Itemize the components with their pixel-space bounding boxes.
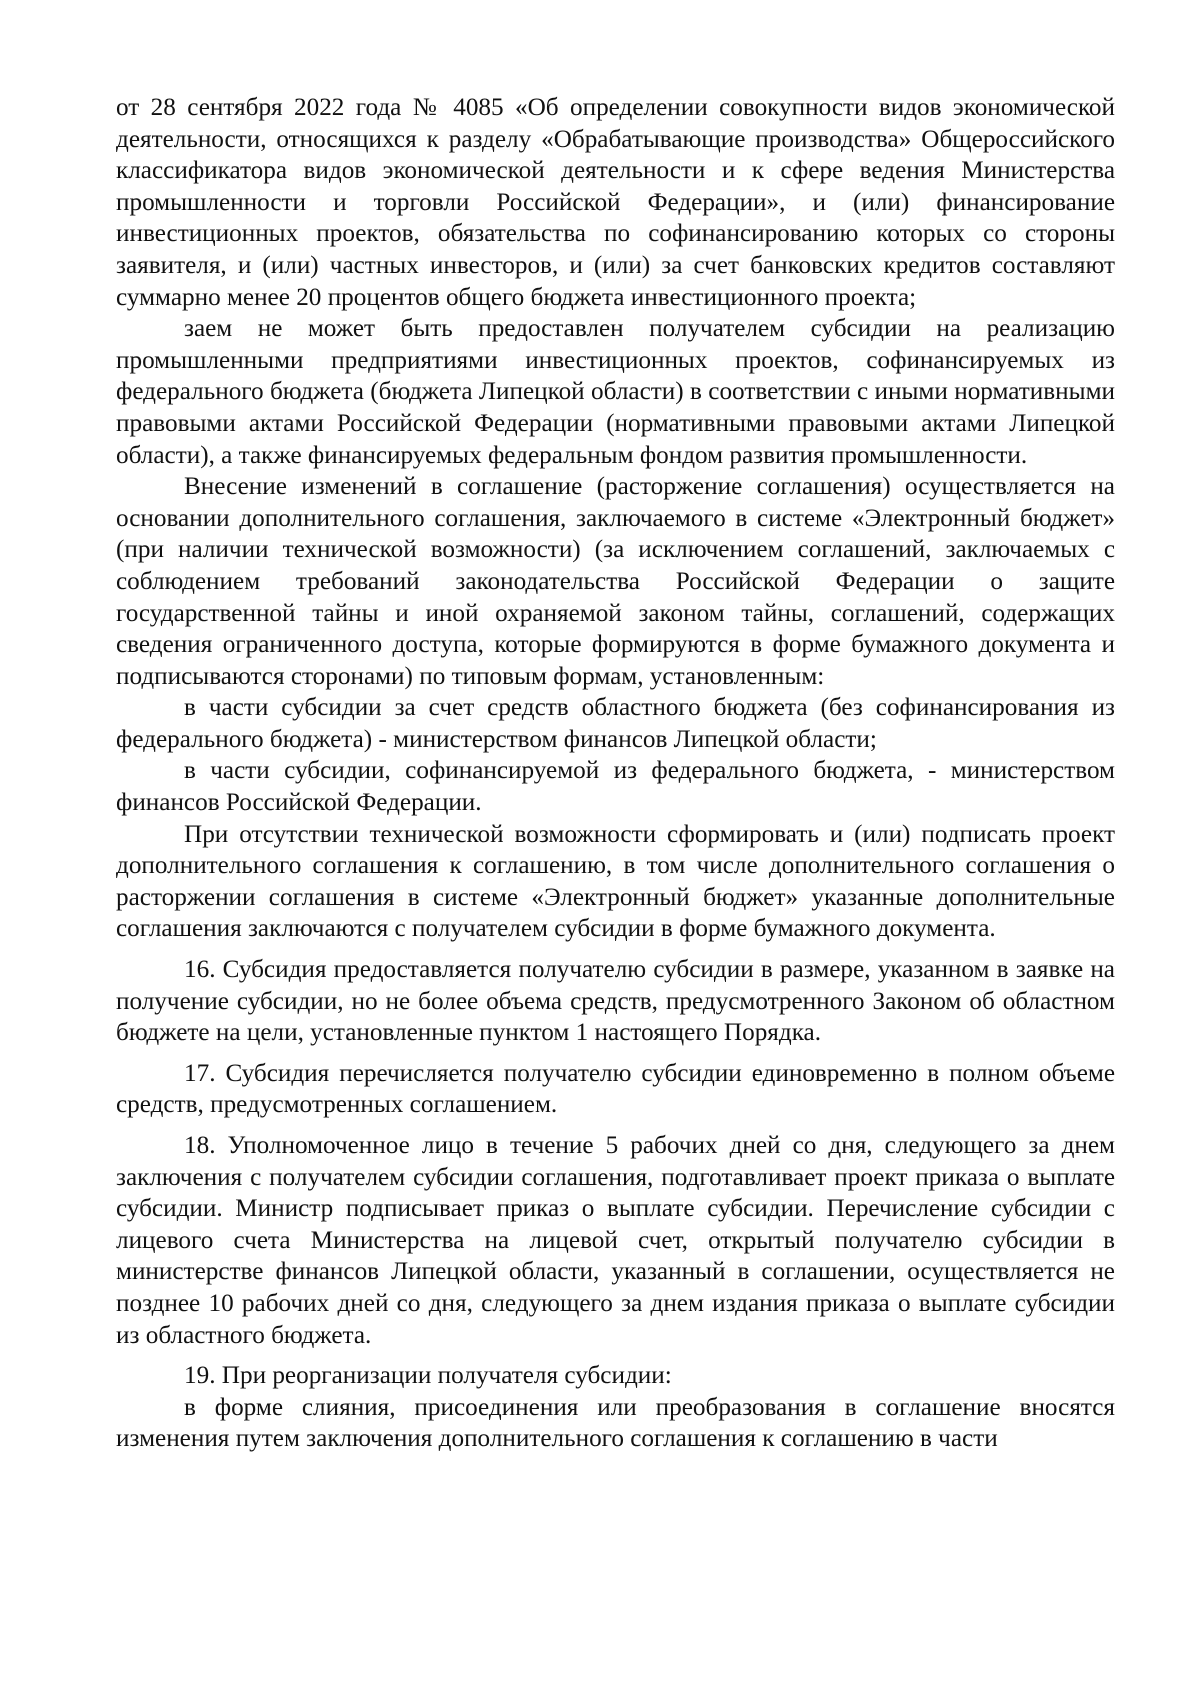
paragraph-item-16: 16. Субсидия предоставляется получателю субсидии в размере, указанном в заявке на получение субсидии, но не более объема средств, предусмотренного Законом об областном бюджете на цели, установленные пунктом 1 настоящего Порядка. (116, 956, 1115, 1047)
paragraph-loan-restriction: заем не может быть предоставлен получателем субсидии на реализацию промышленными предприятиями инвестиционных проектов, софинансируемых из федерального бюджета (бюджета Липецкой области) в соответствии с иными нормативными правовыми актами Российской Федерации (нормативными правовыми актами Липецкой области), а также финансируемых федеральным фондом развития промышленности. (116, 315, 1115, 469)
paragraph-regional-budget: в части субсидии за счет средств областного бюджета (без софинансирования из федерального бюджета) - министерством финансов Липецкой области; (116, 694, 1115, 753)
paragraph-reorganization-merger: в форме слияния, присоединения или преобразования в соглашение вносятся изменения путем заключения дополнительного соглашения к соглашению в части (116, 1393, 1115, 1453)
paragraph-continuation: от 28 сентября 2022 года № 4085 «Об определении совокупности видов экономической деятельности, относящихся к разделу «Обрабатывающие производства» Общероссийского классификатора видов экономической деятельности и к сфере ведения Министерства промышленности и торговли Российской Федерации», и (или) финансирование инвестиционных проектов, обязательства по софинансированию которых со стороны заявителя, и (или) частных инвесторов, и (или) за счет банковских кредитов составляют суммарно менее 20 процентов общего бюджета инвестиционного проекта; (116, 94, 1115, 311)
paragraph-no-technical-possibility: При отсутствии технической возможности сформировать и (или) подписать проект дополнительного соглашения к соглашению, в том числе дополнительного соглашения о расторжении соглашения в системе «Электронный бюджет» указанные дополнительные соглашения заключаются с получателем субсидии в форме бумажного документа. (116, 820, 1115, 943)
paragraph-item-18: 18. Уполномоченное лицо в течение 5 рабочих дней со дня, следующего за днем заключения с получателем субсидии соглашения, подготавливает проект приказа о выплате субсидии. Министр подписывает приказ о выплате субсидии. Перечисление субсидии с лицевого счета Министерства на лицевой счет, открытый получателю субсидии в министерстве финансов Липецкой области, указанный в соглашении, осуществляется не позднее 10 рабочих дней со дня, следующего за днем издания приказа о выплате субсидии из областного бюджета. (116, 1132, 1115, 1349)
paragraph-item-17: 17. Субсидия перечисляется получателю субсидии единовременно в полном объеме средств, предусмотренных соглашением. (116, 1059, 1115, 1119)
paragraph-item-19: 19. При реорганизации получателя субсидии: (184, 1362, 672, 1390)
document-page (116, 92, 1115, 1455)
paragraph-federal-budget: в части субсидии, софинансируемой из федерального бюджета, - министерством финансов Российской Федерации. (116, 757, 1115, 817)
paragraph-agreement-changes: Внесение изменений в соглашение (расторжение соглашения) осуществляется на основании дополнительного соглашения, заключаемого в системе «Электронный бюджет» (при наличии технической возможности) (за исключением соглашений, заключаемых с соблюдением требований законодательства Российской Федерации о защите государственной тайны и иной охраняемой законом тайны, соглашений, содержащих сведения ограниченного доступа, которые формируются в форме бумажного документа и подписываются сторонами) по типовым формам, установленным: (116, 473, 1115, 690)
